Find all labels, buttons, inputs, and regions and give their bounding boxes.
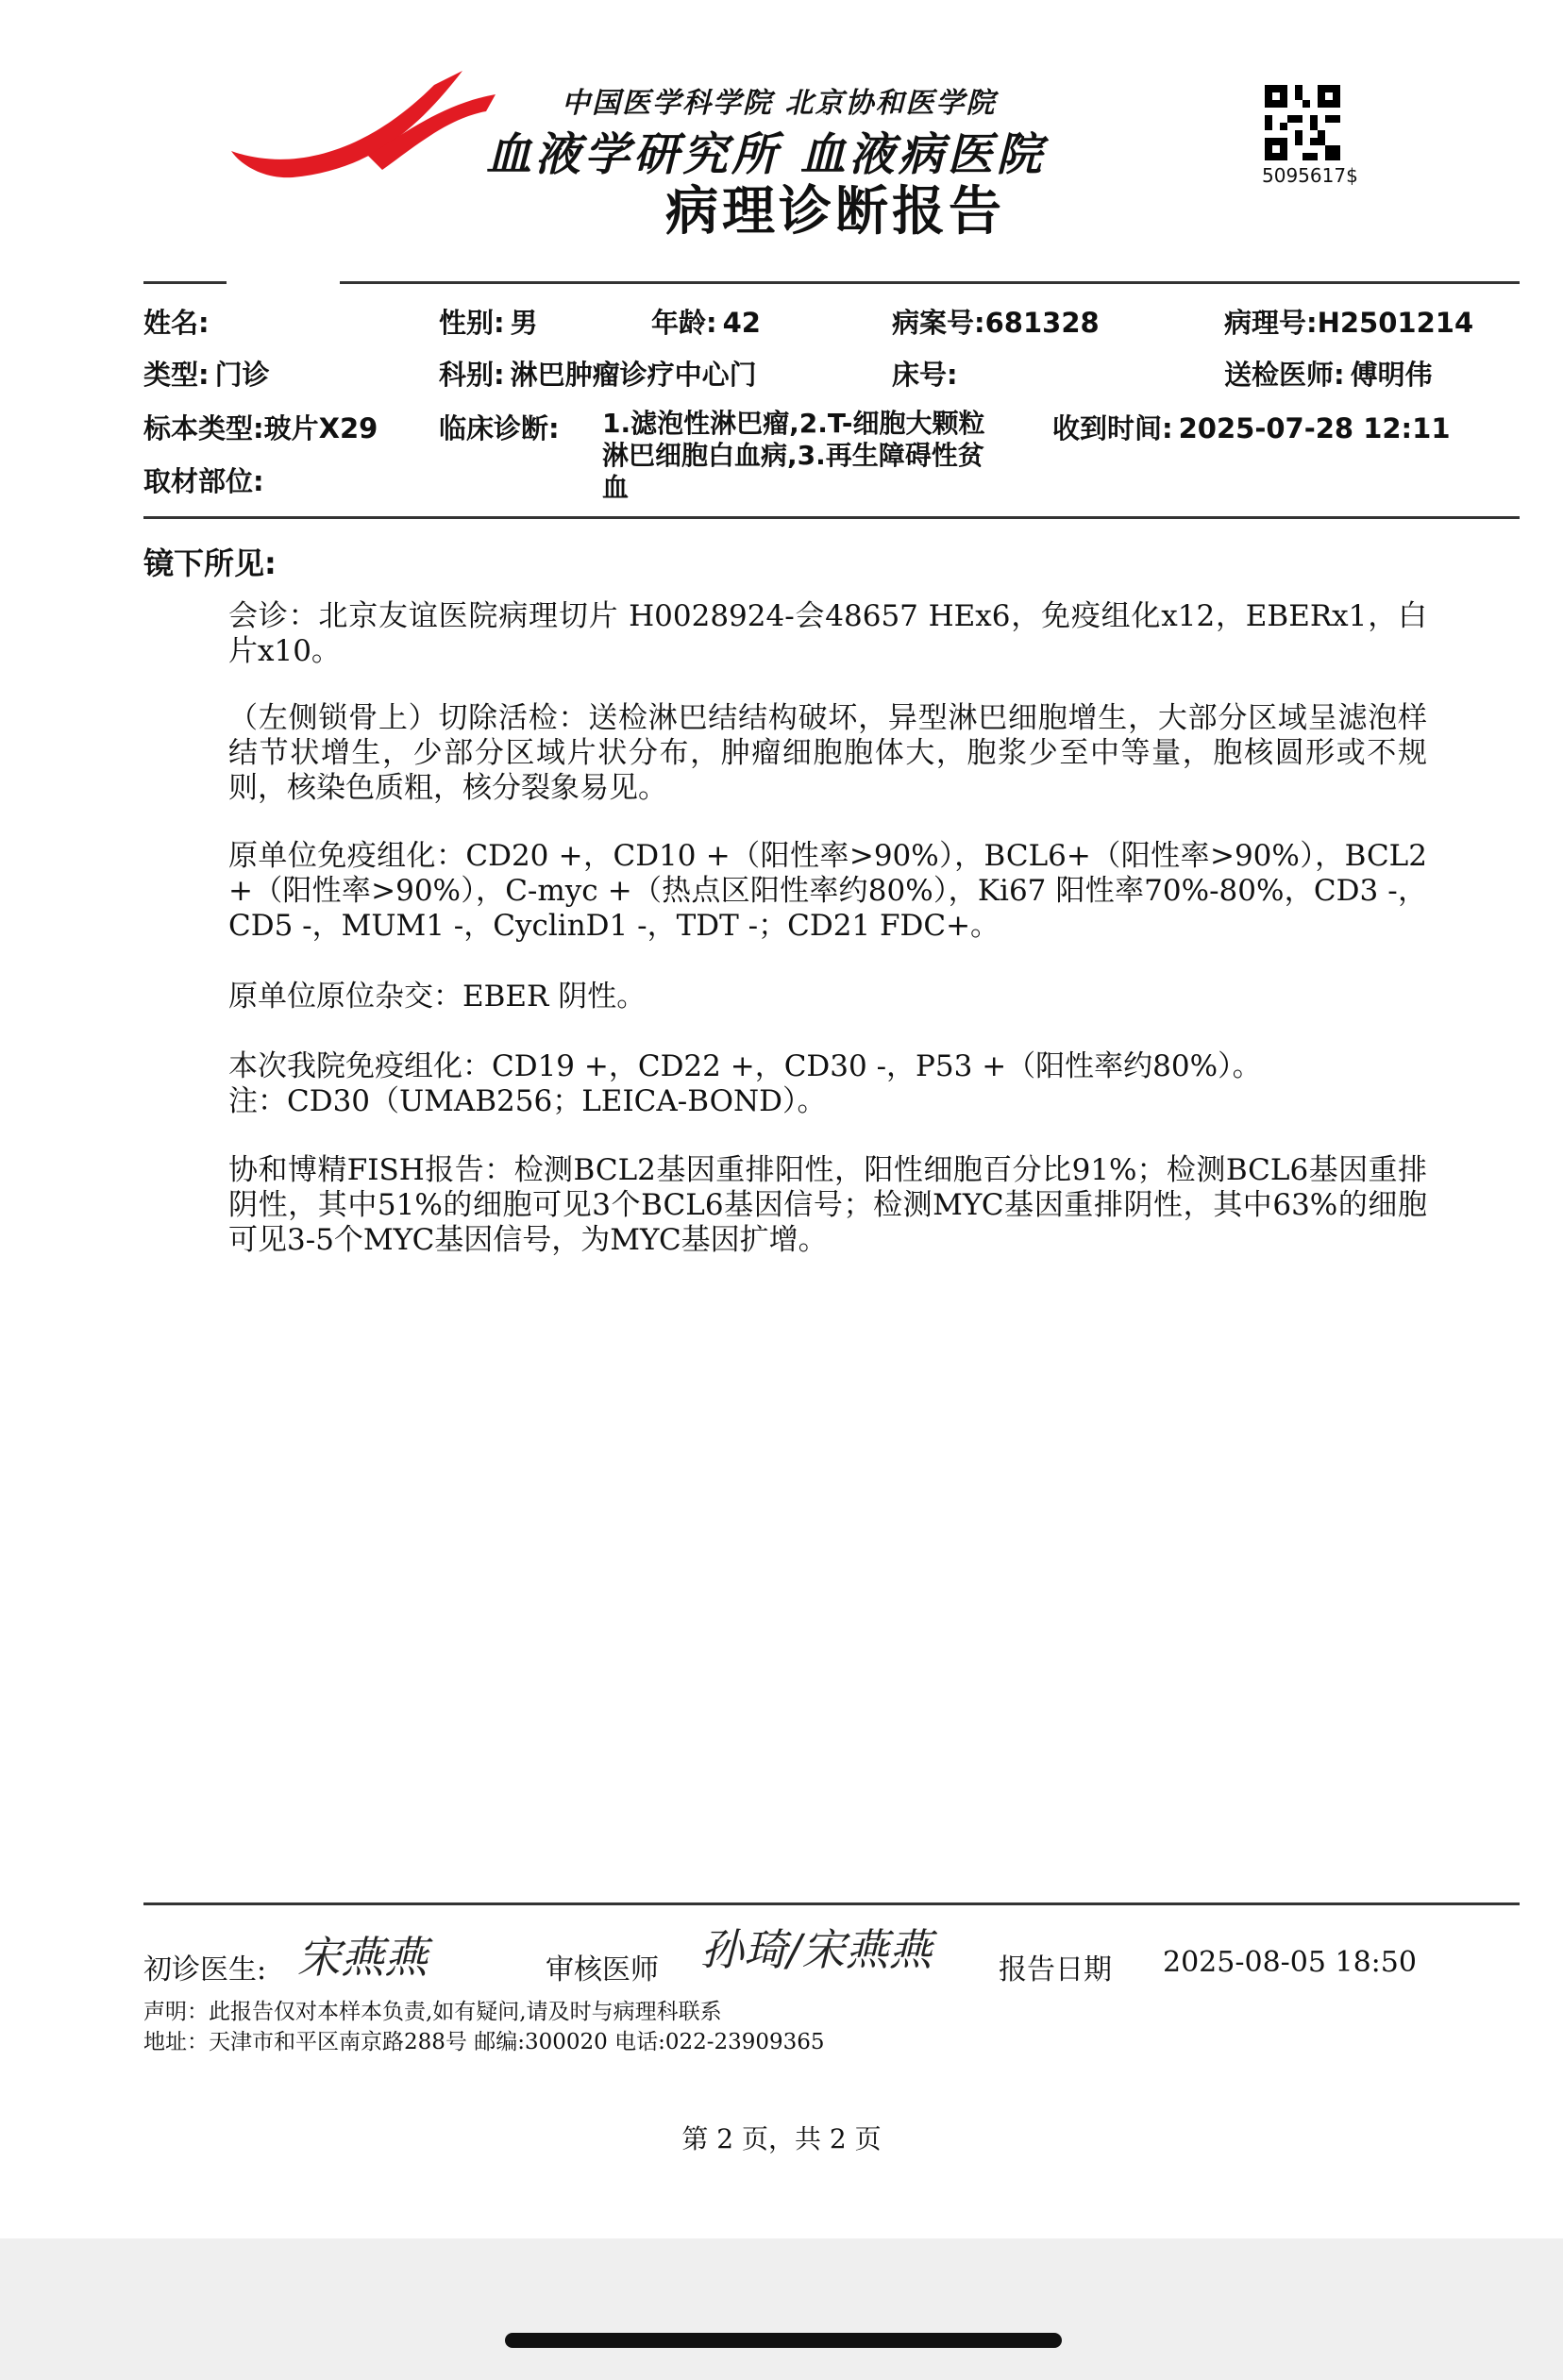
received-time-label: 收到时间: bbox=[1052, 412, 1173, 444]
case-number-value: 681328 bbox=[984, 307, 1100, 339]
name-field bbox=[143, 302, 210, 341]
initial-doctor-signature: 宋燕燕 bbox=[297, 1932, 428, 1983]
age-label: 年龄: bbox=[651, 307, 717, 339]
report-date-value: 2025-08-05 18:50 bbox=[1163, 1946, 1417, 1979]
specimen-field bbox=[143, 408, 378, 446]
findings-title: 镜下所见: bbox=[143, 545, 277, 581]
header-rule-right bbox=[340, 281, 1520, 284]
page-number: 第 2 页，共 2 页 bbox=[681, 2123, 882, 2154]
header-rule-left bbox=[143, 281, 227, 284]
received-time-field bbox=[1052, 408, 1451, 446]
qr-id: 5095617$ bbox=[1262, 164, 1358, 187]
reviewer-label: 审核医师 bbox=[546, 1953, 659, 1986]
report-title: 病理诊断报告 bbox=[665, 181, 1005, 243]
department-value: 淋巴肿瘤诊疗中心门 bbox=[510, 359, 757, 391]
clinical-diagnosis-value: 1.滤泡性淋巴瘤,2.T-细胞大颗粒淋巴细胞白血病,3.再生障碍性贫血 bbox=[602, 408, 985, 503]
reviewer-signature: 孙琦/宋燕燕 bbox=[700, 1924, 933, 1975]
site-label: 取材部位: bbox=[143, 465, 264, 497]
doctor-value: 傅明伟 bbox=[1350, 359, 1433, 391]
hospital-logo bbox=[227, 66, 500, 179]
finding-paragraph: 本次我院免疫组化：CD19 +，CD22 +，CD30 -，P53 +（阳性率约80%）。 bbox=[228, 1049, 1262, 1083]
department-label: 科别: bbox=[439, 359, 505, 391]
info-rule bbox=[143, 516, 1520, 519]
case-number-field bbox=[892, 302, 1100, 341]
finding-paragraph: 注：CD30（UMAB256；LEICA-BOND）。 bbox=[228, 1084, 827, 1118]
finding-paragraph: （左侧锁骨上）切除活检：送检淋巴结结构破坏，异型淋巴细胞增生，大部分区域呈滤泡样结节状增生，少部分区域片状分布，肿瘤细胞胞体大，胞浆少至中等量，胞核圆形或不规则，核染色质粗，核分裂象易见。 bbox=[228, 701, 1427, 805]
address-text: 地址：天津市和平区南京路288号 邮编:300020 电话:022-23909365 bbox=[143, 2030, 825, 2054]
specimen-value: 玻片X29 bbox=[263, 412, 378, 444]
name-label: 姓名: bbox=[143, 307, 210, 339]
institution-line-1: 中国医学科学院 北京协和医学院 bbox=[562, 87, 997, 120]
pathology-number-field bbox=[1224, 302, 1473, 341]
viewer-bottom-bar bbox=[0, 2238, 1563, 2380]
age-value: 42 bbox=[722, 307, 761, 339]
type-value: 门诊 bbox=[214, 359, 270, 391]
finding-paragraph: 原单位原位杂交：EBER 阴性。 bbox=[228, 980, 647, 1014]
finding-paragraph: 会诊：北京友谊医院病理切片 H0028924-会48657 HEx6，免疫组化x12，EBERx1，白片x10。 bbox=[228, 599, 1427, 668]
pathology-number-value: H2501214 bbox=[1317, 307, 1474, 339]
sex-field bbox=[439, 302, 538, 341]
department-field bbox=[439, 354, 757, 393]
sex-label: 性别: bbox=[439, 307, 505, 339]
specimen-label: 标本类型: bbox=[143, 412, 264, 444]
footer-rule bbox=[143, 1902, 1520, 1905]
pathology-number-label: 病理号: bbox=[1224, 307, 1318, 339]
age-field bbox=[651, 302, 761, 341]
qr-code-icon bbox=[1265, 85, 1340, 160]
doctor-field bbox=[1224, 354, 1433, 393]
bed-field bbox=[892, 354, 958, 393]
received-time-value: 2025-07-28 12:11 bbox=[1178, 412, 1451, 444]
finding-paragraph: 协和博精FISH报告：检测BCL2基因重排阳性，阳性细胞百分比91%；检测BCL6基因重排阴性，其中51%的细胞可见3个BCL6基因信号；检测MYC基因重排阴性，其中63%的细胞可见3-5个MYC基因信号，为MYC基因扩增。 bbox=[228, 1153, 1427, 1257]
case-number-label: 病案号: bbox=[892, 307, 985, 339]
doctor-label: 送检医师: bbox=[1224, 359, 1345, 391]
sex-value: 男 bbox=[510, 307, 538, 339]
disclaimer-text: 声明：此报告仅对本样本负责,如有疑问,请及时与病理科联系 bbox=[143, 2000, 722, 2024]
bed-label: 床号: bbox=[892, 359, 958, 391]
home-indicator[interactable] bbox=[505, 2333, 1062, 2348]
finding-paragraph: 原单位免疫组化：CD20 +，CD10 +（阳性率>90%），BCL6+（阳性率>90%），BCL2 +（阳性率>90%），C-myc +（热点区阳性率约80%），Ki67 阳性率70%-80%，CD3 -，CD5 -，MUM1 -，CyclinD1 -，TDT -；CD21 FDC+。 bbox=[228, 839, 1427, 943]
type-label: 类型: bbox=[143, 359, 210, 391]
report-date-label: 报告日期 bbox=[999, 1953, 1112, 1986]
site-field bbox=[143, 461, 264, 499]
type-field bbox=[143, 354, 270, 393]
clinical-diagnosis-label: 临床诊断: bbox=[439, 412, 560, 444]
institution-line-2: 血液学研究所 血液病医院 bbox=[486, 128, 1046, 181]
initial-doctor-label: 初诊医生: bbox=[143, 1953, 267, 1986]
